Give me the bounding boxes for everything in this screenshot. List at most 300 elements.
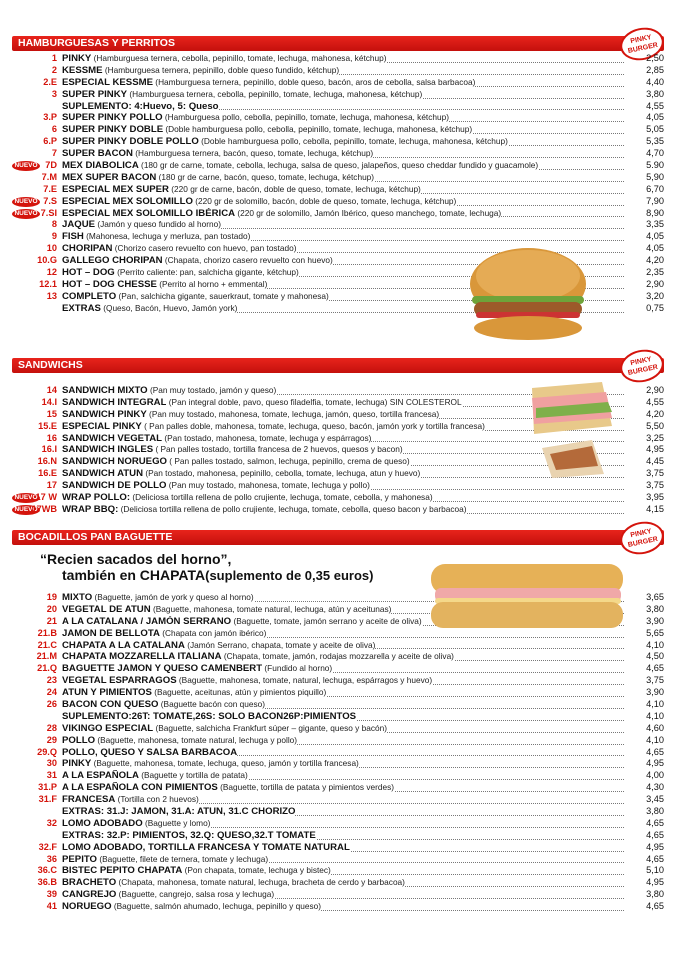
menu-item-row: [12, 124, 664, 136]
item-name: SUPER PINKY DOBLE POLLO: [62, 136, 199, 148]
item-name: HOT – DOG: [62, 267, 115, 279]
item-name: CHAPATA MOZZARELLA ITALIANA: [62, 651, 222, 663]
item-name: LOMO ADOBADO, TORTILLA FRANCESA Y TOMATE NATURAL: [62, 841, 350, 853]
item-description: (Jamón y queso fundido al horno): [95, 219, 221, 230]
item-price: 5.90: [646, 160, 664, 171]
item-description: (Baguette, tortilla de patata y pimientos verdes): [217, 782, 394, 793]
item-name: SUPLEMENTO: 4:Huevo, 5: Queso: [62, 100, 219, 112]
item-code: 21.Q: [37, 663, 57, 674]
item-description: (Jamón Serrano, chapata, tomate y aceite de oliva): [184, 639, 376, 650]
item-price: 3,80: [646, 603, 664, 614]
item-name: FRANCESA: [62, 794, 116, 806]
item-text: [62, 77, 604, 89]
item-description: ( Pan palles doble, mahonesa, tomate, lechuga, queso, bacón, jamón york y tortilla francesa): [141, 420, 485, 431]
item-text: [62, 663, 604, 675]
item-code: 3: [51, 88, 57, 99]
item-price: 3,80: [646, 889, 664, 900]
item-price: 3,90: [646, 687, 664, 698]
section-title: BOCADILLOS PAN BAGUETTE: [18, 531, 173, 543]
item-text: [62, 651, 604, 663]
item-name: VIKINGO ESPECIAL: [62, 722, 154, 734]
item-code: 31: [46, 770, 57, 781]
item-price: 4,10: [646, 710, 664, 721]
menu-item-row: [12, 208, 664, 220]
item-price: 4,65: [646, 746, 664, 757]
item-name: KESSME: [62, 64, 103, 76]
item-text: [62, 830, 604, 842]
item-name: COMPLETO: [62, 290, 117, 302]
item-text: [62, 184, 604, 196]
item-name: POLLO: [62, 734, 96, 746]
item-description: (Chapata con jamón ibérico): [159, 627, 267, 638]
item-name: EXTRAS: [62, 302, 101, 314]
item-price: 4,20: [646, 408, 664, 419]
item-description: (Queso, Bacón, Huevo, Jamón york): [100, 302, 238, 313]
item-text: [62, 818, 604, 830]
item-code: 12: [46, 267, 57, 278]
menu-item-row: [12, 699, 664, 711]
item-code: 16.E: [38, 468, 57, 479]
item-text: [62, 711, 604, 723]
item-description: (Baguette y tortilla de patata): [138, 770, 248, 781]
menu-item-row: [12, 842, 664, 854]
item-name: ESPECIAL KESSME: [62, 76, 153, 88]
tagline-line3: (suplemento de 0,35 euros): [205, 568, 374, 583]
item-price: 3,65: [646, 592, 664, 602]
item-name: NORUEGO: [62, 901, 112, 913]
item-description: (Baguette, tomate, jamón serrano y aceite de oliva): [231, 615, 422, 626]
item-name: SANDWICH PINKY: [62, 408, 147, 420]
item-text: [62, 65, 604, 77]
item-code: 2.E: [43, 76, 57, 87]
item-price: 7,90: [646, 195, 664, 206]
item-name: VEGETAL ESPARRAGOS: [62, 675, 177, 687]
menu-item-row: [12, 735, 664, 747]
item-code: 14: [46, 385, 57, 395]
menu-item-row: [12, 770, 664, 782]
item-text: [62, 758, 604, 770]
item-code: 29.Q: [37, 746, 57, 757]
item-name: SUPER PINKY POLLO: [62, 112, 163, 124]
item-price: 4,95: [646, 877, 664, 888]
item-text: [62, 889, 604, 901]
baguette-tagline: [40, 552, 231, 567]
item-code: 7: [51, 148, 57, 159]
pinky-burger-logo: PINKY BURGER: [617, 24, 667, 64]
item-price: 6,70: [646, 183, 664, 194]
section-banner: [12, 33, 664, 55]
item-text: [62, 747, 604, 759]
item-text: [62, 148, 604, 160]
item-code: 36.C: [37, 865, 57, 876]
sandwich-photo: [522, 378, 622, 478]
item-price: 5,35: [646, 136, 664, 147]
item-description: (Pan muy tostado, jamón y queso): [147, 385, 277, 395]
item-price: 0,75: [646, 302, 664, 313]
menu-item-row: [12, 492, 664, 504]
item-code: 7.S: [43, 195, 57, 206]
menu-item-row: [12, 219, 664, 231]
item-code: 3.P: [43, 112, 57, 123]
item-name: ESPECIAL MEX SOLOMILLO IBÉRICA: [62, 207, 236, 219]
menu-item-row: [12, 806, 664, 818]
item-name: CHORIPAN: [62, 243, 113, 255]
item-code: 17 W: [35, 492, 57, 503]
menu-item-row: [12, 53, 664, 65]
item-name: JAQUE: [62, 219, 96, 231]
item-code: 19: [46, 592, 57, 602]
item-price: 4,95: [646, 444, 664, 455]
pinky-burger-logo: PINKY BURGER: [617, 518, 667, 558]
menu-item-row: [12, 675, 664, 687]
item-text: [62, 136, 604, 148]
item-code: 10.G: [37, 255, 57, 266]
item-name: SANDWICH MIXTO: [62, 385, 148, 396]
item-text: [62, 865, 604, 877]
nuevo-badge: NUEVO: [12, 197, 40, 207]
item-text: [62, 219, 604, 231]
item-price: 4,05: [646, 112, 664, 123]
nuevo-badge: NUEVO: [12, 505, 40, 515]
item-code: 39: [46, 889, 57, 900]
item-description: (Baguette, salmón ahumado, lechuga, pepinillo y queso): [111, 901, 321, 912]
menu-item-row: [12, 782, 664, 794]
item-code: 15.E: [38, 420, 57, 431]
item-description: (Chorizo casero revuelto con huevo, pan tostado): [112, 243, 297, 254]
item-code: 7.SI: [40, 207, 57, 218]
item-text: [62, 735, 604, 747]
baguette-photo: [427, 558, 627, 632]
item-price: 4,45: [646, 456, 664, 467]
item-description: (Baguette, mahonesa, tomate natural, lechuga, atún y aceitunas): [150, 603, 392, 614]
item-name: A LA CATALANA / JAMÓN SERRANO: [62, 615, 232, 627]
item-price: 4,30: [646, 782, 664, 793]
item-text: [62, 687, 604, 699]
menu-item-row: [12, 651, 664, 663]
nuevo-badge: NUEVO: [12, 493, 40, 503]
section-hamburguesas: [12, 33, 664, 315]
item-text: [62, 699, 604, 711]
item-text: [62, 492, 604, 504]
item-price: 4,95: [646, 841, 664, 852]
item-name: SANDWICH ATUN: [62, 468, 144, 480]
item-price: 4,10: [646, 734, 664, 745]
menu-item-row: [12, 77, 664, 89]
item-description: (Baguette y lomo): [142, 817, 211, 828]
item-name: CHAPATA A LA CATALANA: [62, 639, 185, 651]
item-code: 17: [46, 480, 57, 491]
item-description: (Pan tostado, mahonesa, tomate, lechuga y espárragos): [162, 432, 372, 443]
item-name: MIXTO: [62, 592, 93, 603]
section-title: HAMBURGUESAS Y PERRITOS: [18, 37, 175, 49]
item-name: A LA ESPAÑOLA: [62, 770, 139, 782]
item-code: 21.C: [37, 639, 57, 650]
item-price: 4,65: [646, 901, 664, 912]
item-description: (Chapata, chorizo casero revuelto con huevo): [162, 255, 333, 266]
item-code: 20: [46, 603, 57, 614]
item-description: (Baguette, cangrejo, salsa rosa y lechuga): [116, 889, 275, 900]
item-name: SANDWICH NORUEGO: [62, 456, 167, 468]
item-text: [62, 172, 604, 184]
item-text: [62, 112, 604, 124]
item-price: 3,95: [646, 492, 664, 503]
item-code: 16: [46, 432, 57, 443]
item-price: 8,90: [646, 207, 664, 218]
item-code: 2: [51, 64, 57, 75]
item-code: 21.M: [36, 651, 57, 662]
menu-item-row: [12, 65, 664, 77]
item-code: 32.F: [38, 841, 57, 852]
item-price: 4,15: [646, 503, 664, 514]
item-name: FISH: [62, 231, 84, 243]
item-price: 3,80: [646, 88, 664, 99]
item-name: EXTRAS: 32.P: PIMIENTOS, 32.Q: QUESO,32.T TOMATE: [62, 829, 316, 841]
menu-item-row: [12, 504, 664, 516]
item-description: (Baguette, aceitunas, atún y pimientos piquillo): [151, 687, 327, 698]
item-code: 6: [51, 124, 57, 135]
item-code: 41: [46, 901, 57, 912]
item-price: 4,65: [646, 829, 664, 840]
item-description: (Pan tostado, mahonesa, pepinillo, cebolla, tomate, lechuga, atun y huevo): [143, 468, 421, 479]
section-banner: [12, 355, 664, 377]
item-price: 5,05: [646, 124, 664, 135]
item-name: POLLO, QUESO Y SALSA BARBACOA: [62, 746, 238, 758]
item-description: (220 gr de carne, bacón, doble de queso, tomate, lechuga, kétchup): [168, 183, 421, 194]
item-description: (Perrito al horno + emmental): [156, 278, 268, 289]
item-description: (180 gr de carne, bacón, queso, tomate, lechuga, kétchup): [156, 171, 375, 182]
section-sandwichs: [12, 355, 664, 516]
item-price: 2,85: [646, 64, 664, 75]
menu-item-row: [12, 184, 664, 196]
item-price: 4,95: [646, 758, 664, 769]
menu-item-row: [12, 112, 664, 124]
item-name: SANDWICH DE POLLO: [62, 480, 167, 492]
item-description: (Baguette bacón con queso): [158, 699, 266, 710]
item-price: 5,10: [646, 865, 664, 876]
item-description: (Hamburguesa ternera, bacón, queso, tomate, lechuga, kétchup): [132, 148, 374, 159]
menu-item-row: [12, 687, 664, 699]
item-code: 21.B: [37, 627, 57, 638]
nuevo-badge: NUEVO: [12, 161, 40, 171]
item-code: 14.I: [41, 396, 57, 407]
item-text: [62, 877, 604, 889]
item-code: 24: [46, 687, 57, 698]
item-description: (Chapata, mahonesa, tomate natural, lechuga, bracheta de cerdo y barbacoa): [116, 877, 405, 888]
item-text: [62, 770, 604, 782]
item-description: (Pan muy tostado, mahonesa, tomate, lechuga, jamón, queso, tortilla francesa): [146, 408, 440, 419]
item-name: BISTEC PEPITO CHAPATA: [62, 865, 183, 877]
menu-item-row: [12, 723, 664, 735]
item-description: (220 gr de solomillo, bacón, doble de queso, tomate, lechuga, kétchup): [192, 195, 457, 206]
item-code: 7.E: [43, 183, 57, 194]
item-name: HOT – DOG CHESSE: [62, 278, 157, 290]
item-name: MEX SUPER BACON: [62, 171, 157, 183]
menu-item-row: [12, 889, 664, 901]
item-text: [62, 806, 604, 818]
item-description: (220 gr de solomillo, Jamón Ibérico, queso manchego, tomate, lechuga): [235, 207, 502, 218]
item-code: 31.F: [38, 794, 57, 805]
tagline-line2: también en CHAPATA: [62, 567, 206, 583]
item-name: JAMON DE BELLOTA: [62, 627, 160, 639]
item-name: ESPECIAL PINKY: [62, 420, 142, 432]
menu-item-row: [12, 830, 664, 842]
item-price: 4,65: [646, 853, 664, 864]
item-text: [62, 842, 604, 854]
item-description: (Doble hamburguesa pollo, cebolla, pepinillo, tomate, lechuga, mahonesa, kétchup): [198, 136, 508, 147]
item-price: 3,45: [646, 794, 664, 805]
item-description: (Baguette, mahonesa, tomate, natural, lechuga, espárragos y huevo): [176, 675, 433, 686]
menu-item-row: [12, 901, 664, 913]
item-name: SANDWICH VEGETAL: [62, 432, 163, 444]
item-text: [62, 901, 604, 913]
item-price: 4,05: [646, 243, 664, 254]
item-text: [62, 208, 604, 220]
item-price: 4,20: [646, 255, 664, 266]
item-text: [62, 640, 604, 652]
item-code: 26: [46, 699, 57, 710]
item-name: PINKY: [62, 758, 92, 770]
item-description: (Hamburguesa ternera, pepinillo, doble queso fundido, kétchup): [102, 64, 340, 75]
menu-item-row: [12, 854, 664, 866]
item-text: [62, 854, 604, 866]
item-price: 2,90: [646, 278, 664, 289]
item-description: (Hamburguesa ternera, pepinillo, doble queso, bacón, aros de cebolla, salsa barbacoa): [153, 76, 476, 87]
item-description: (Tortilla con 2 huevos): [115, 794, 199, 805]
item-code: 8: [51, 219, 57, 230]
menu-item-row: [12, 136, 664, 148]
item-description: (Pan, salchicha gigante, sauerkraut, tomate y mahonesa): [116, 290, 329, 301]
item-price: 3,75: [646, 468, 664, 479]
item-code: 30: [46, 758, 57, 769]
item-name: ESPECIAL MEX SUPER: [62, 183, 169, 195]
item-name: CANGREJO: [62, 889, 117, 901]
menu-item-row: [12, 89, 664, 101]
item-price: 5,50: [646, 420, 664, 431]
item-description: (Baguette, mahonesa, tomate, lechuga, queso, jamón y tortilla francesa): [91, 758, 359, 769]
item-name: WRAP POLLO:: [62, 492, 131, 504]
item-name: ESPECIAL MEX SOLOMILLO: [62, 195, 193, 207]
menu-item-row: [12, 172, 664, 184]
menu-item-row: [12, 747, 664, 759]
item-code: 32: [46, 817, 57, 828]
item-name: SUPER BACON: [62, 148, 133, 160]
item-description: (Fundido al horno): [262, 663, 333, 674]
item-description: (Baguette, jamón de york y queso al horno): [92, 592, 254, 602]
item-description: (180 gr de carne, tomate, cebolla, lechuga, salsa de queso, jalapeños, queso cheddar fundido y guacamole): [138, 160, 539, 171]
item-code: 23: [46, 675, 57, 686]
item-price: 4,50: [646, 651, 664, 662]
item-price: 4,00: [646, 770, 664, 781]
item-description: (Deliciosa tortilla rellena de pollo crujiente, lechuga, tomate, cebolla, y mahonesa): [130, 492, 433, 503]
item-name: SUPER PINKY: [62, 88, 128, 100]
item-text: [62, 89, 604, 101]
item-text: [62, 160, 604, 172]
item-price: 3,75: [646, 480, 664, 491]
item-code: 7.M: [41, 171, 57, 182]
item-text: [62, 782, 604, 794]
item-price: 3,75: [646, 675, 664, 686]
item-text: [62, 675, 604, 687]
item-code: 13: [46, 290, 57, 301]
item-code: 17WB: [31, 503, 57, 514]
item-name: SUPLEMENTO:26T: TOMATE,26S: SOLO BACON26P:PIMIENTOS: [62, 710, 357, 722]
menu-item-row: [12, 101, 664, 113]
item-code: 12.1: [39, 278, 57, 289]
item-name: MEX DIABOLICA: [62, 160, 139, 172]
menu-item-row: [12, 148, 664, 160]
item-code: 16.I: [41, 444, 57, 455]
tagline-line1: “Recien sacados del horno”,: [40, 551, 232, 567]
item-price: 3,20: [646, 290, 664, 301]
item-name: WRAP BBQ:: [62, 503, 119, 515]
item-name: ATUN Y PIMIENTOS: [62, 687, 152, 699]
item-description: (Pon chapata, tomate, lechuga y bistec): [182, 865, 331, 876]
menu-item-row: [12, 640, 664, 652]
section-bocadillos: [12, 527, 664, 913]
menu-item-row: [12, 711, 664, 723]
section-title: SANDWICHS: [18, 359, 83, 371]
menu-item-row: [12, 480, 664, 492]
item-code: 28: [46, 722, 57, 733]
item-description: (Perrito caliente: pan, salchicha gigante, kétchup): [114, 267, 299, 278]
item-code: 6.P: [43, 136, 57, 147]
item-price: 3,90: [646, 615, 664, 626]
item-code: 1: [51, 53, 57, 63]
item-name: VEGETAL DE ATUN: [62, 603, 151, 615]
item-description: (Pan integral doble, pavo, queso filadelfia, tomate, lechuga) SIN COLESTEROL: [166, 396, 462, 407]
item-text: [62, 504, 604, 516]
item-text: [62, 124, 604, 136]
item-name: EXTRAS: 31.J: JAMON, 31.A: ATUN, 31.C CHORIZO: [62, 806, 296, 818]
menu-item-row: [12, 758, 664, 770]
menu-item-row: [12, 196, 664, 208]
item-description: (Chapata, tomate, jamón, rodajas mozzarella y aceite de oliva): [221, 651, 454, 662]
menu-item-row: [12, 877, 664, 889]
item-description: (Baguette, filete de ternera, tomate y lechuga): [97, 853, 269, 864]
menu-item-row: [12, 794, 664, 806]
menu-item-row: [12, 818, 664, 830]
item-description: ( Pan palles tostado, tortilla francesa de 2 huevos, quesos y bacon): [153, 444, 403, 455]
item-code: 16.N: [37, 456, 57, 467]
item-text: [62, 53, 604, 65]
item-code: 31.P: [38, 782, 57, 793]
item-code: 29: [46, 734, 57, 745]
item-text: [62, 480, 604, 492]
nuevo-badge: NUEVO: [12, 209, 40, 219]
item-code: 36.B: [37, 877, 57, 888]
menu-item-row: [12, 160, 664, 172]
item-name: SANDWICH INTEGRAL: [62, 396, 167, 408]
item-code: 36: [46, 853, 57, 864]
item-name: SUPER PINKY DOBLE: [62, 124, 164, 136]
menu-item-row: [12, 663, 664, 675]
item-description: (Doble hamburguesa pollo, cebolla, pepinillo, tomate, lechuga, mahonesa, kétchup): [163, 124, 473, 135]
baguette-tagline-2: [62, 568, 373, 583]
item-description: (Pan muy tostado, mahonesa, tomate, lechuga y pollo): [166, 480, 370, 491]
item-code: 21: [46, 615, 57, 626]
item-price: 5,65: [646, 627, 664, 638]
item-name: BAGUETTE JAMON Y QUESO CAMENBERT: [62, 663, 263, 675]
item-price: 3,80: [646, 806, 664, 817]
item-price: 3,25: [646, 432, 664, 443]
section-banner: [12, 527, 664, 549]
item-price: 4,60: [646, 722, 664, 733]
item-text: [62, 794, 604, 806]
item-description: (Mahonesa, lechuga y merluza, pan tostado): [83, 231, 251, 242]
item-code: 15: [46, 408, 57, 419]
item-price: 4,40: [646, 76, 664, 87]
item-price: 3,35: [646, 219, 664, 230]
